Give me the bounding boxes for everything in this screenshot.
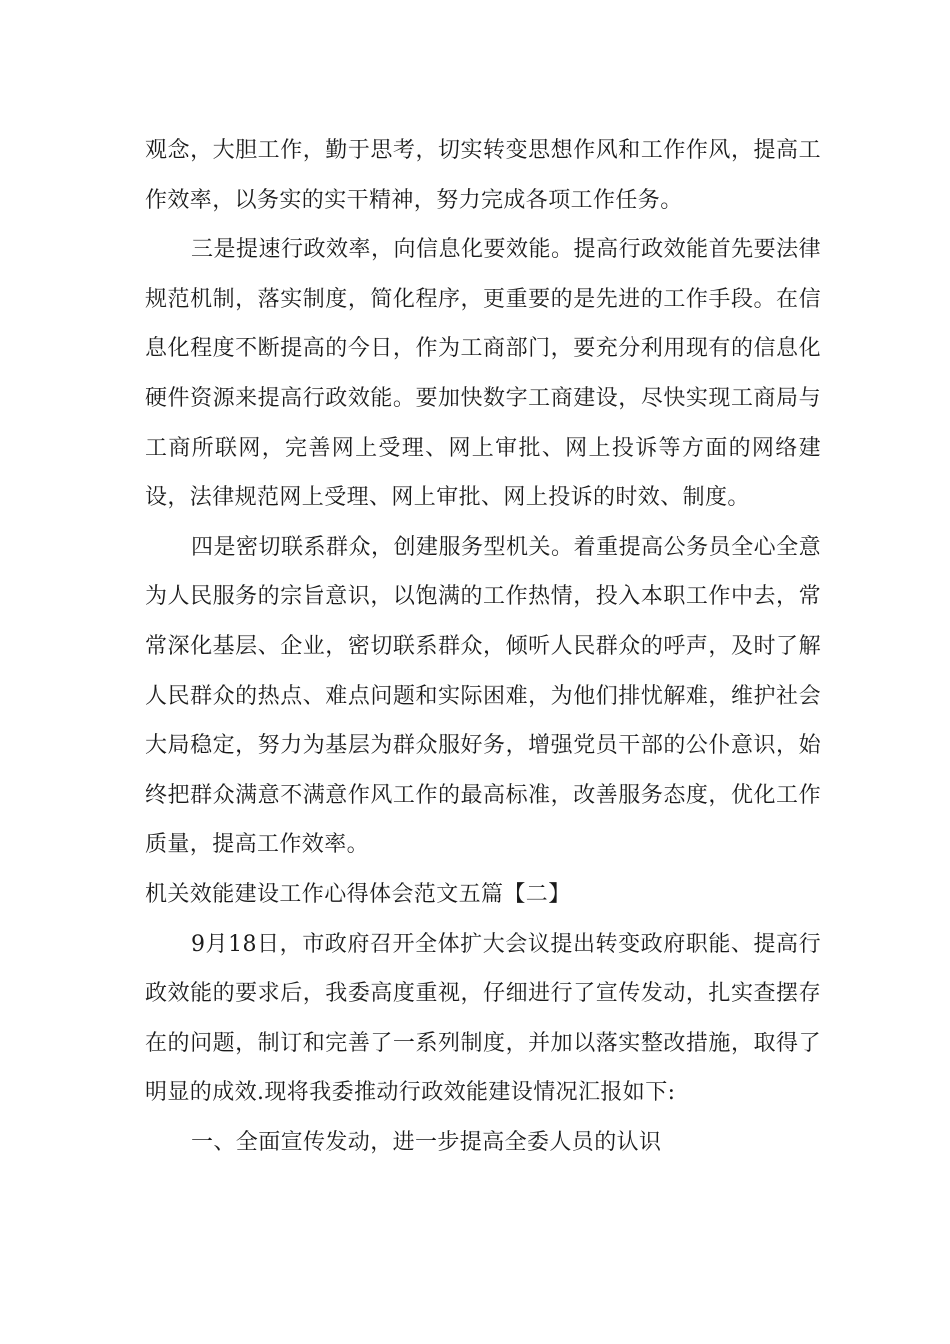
paragraph-point-three: 三是提速行政效率，向信息化要效能。提高行政效能首先要法律规范机制，落实制度，简化程序，更重要的是先进的工作手段。在信息化程度不断提高的今日，作为工商部门，要充分利用现有的信息化硬件资源来提高行政效能。要加快数字工商建设，尽快实现工商局与工商所联网，完善网上受理、网上审批、网上投诉等方面的网络建设，法律规范网上受理、网上审批、网上投诉的时效、制度。 (145, 237, 821, 511)
paragraph-continuation: 观念，大胆工作，勤于思考，切实转变思想作风和工作作风，提高工作效率，以务实的实干精神，努力完成各项工作任务。 (145, 138, 821, 213)
subsection-heading: 一、全面宣传发动，进一步提高全委人员的认识 (191, 1129, 662, 1155)
paragraph-point-four: 四是密切联系群众，创建服务型机关。着重提高公务员全心全意为人民服务的宗旨意识，以饱满的工作热情，投入本职工作中去，常常深化基层、企业，密切联系群众，倾听人民群众的呼声，及时了解人民群众的热点、难点问题和实际困难，为他们排忧解难，维护社会大局稳定，努力为基层为群众服好务，增强党员干部的公仆意识，始终把群众满意不满意作风工作的最高标准，改善服务态度，优化工作质量，提高工作效率。 (145, 534, 821, 858)
section-heading: 机关效能建设工作心得体会范文五篇【二】 (145, 881, 571, 907)
paragraph-intro: 9月18日，市政府召开全体扩大会议提出转变政府职能、提高行政效能的要求后，我委高度重视，仔细进行了宣传发动，扎实查摆存在的问题，制订和完善了一系列制度，并加以落实整改措施，取得了明显的成效.现将我委推动行政效能建设情况汇报如下: (145, 931, 821, 1106)
document-body (145, 126, 821, 1167)
